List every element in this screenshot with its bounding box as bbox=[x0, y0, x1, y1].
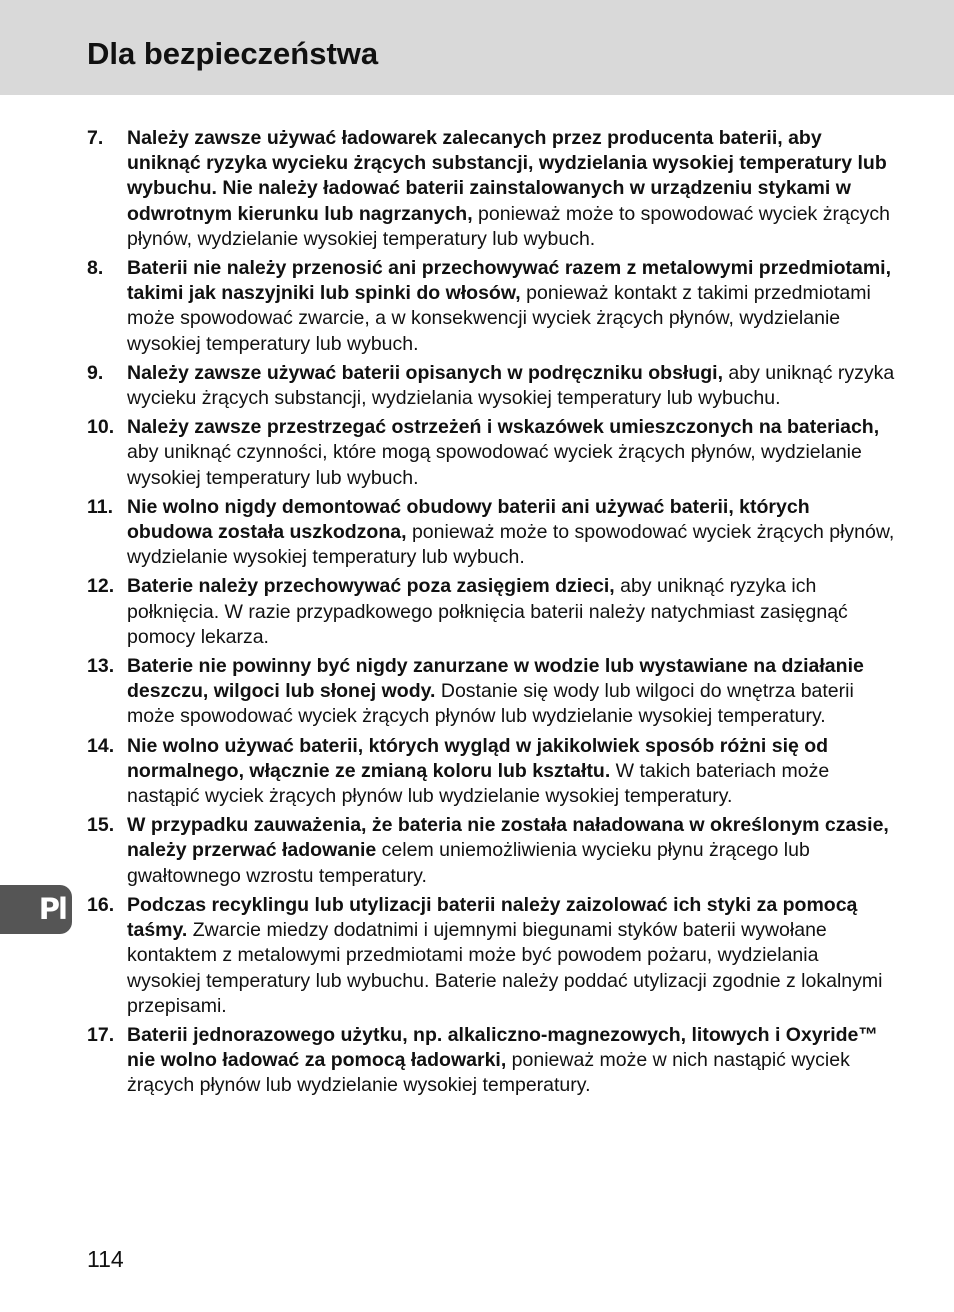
list-item bbox=[87, 256, 897, 357]
item-text bbox=[127, 734, 897, 810]
list-item bbox=[87, 734, 897, 810]
item-bold-text: Podczas recyklingu lub utylizacji baterii należy zaizolować ich styki za pomocą taśmy. bbox=[127, 893, 858, 942]
item-bold-text: Należy zawsze używać ładowarek zalecanych przez producenta baterii, aby uniknąć ryzyka wycieku żrących substancji, wydzielania wysokiej temperatury lub wybuchu. Nie należy ładować baterii zainstalowanych w urządzeniu stykami w odwrotnym kierunku lub nagrzanych, bbox=[127, 127, 887, 225]
item-number: 11. bbox=[87, 495, 114, 518]
item-bold-text: Baterii nie należy przenosić ani przechowywać razem z metalowymi przedmiotami, takimi jak naszyjniki lub spinki do włosów, bbox=[127, 257, 891, 305]
item-normal-text: ponieważ może to spowodować wyciek żrących płynów, wydzielanie wysokiej temperatury lub wybuch. bbox=[127, 521, 895, 569]
list-item bbox=[87, 893, 897, 1019]
item-text bbox=[127, 126, 897, 252]
item-text bbox=[127, 813, 897, 889]
language-tab bbox=[0, 885, 72, 934]
item-text bbox=[127, 361, 897, 411]
list-item bbox=[87, 495, 897, 571]
item-number: 15. bbox=[87, 814, 115, 837]
list-item bbox=[87, 574, 897, 650]
item-text bbox=[127, 893, 897, 1019]
list-item bbox=[87, 126, 897, 252]
item-bold-text: Baterie należy przechowywać poza zasięgiem dzieci, bbox=[127, 575, 615, 598]
item-number: 7. bbox=[87, 127, 104, 149]
item-number: 14. bbox=[87, 734, 115, 757]
item-text bbox=[127, 415, 897, 491]
item-bold-text: Nie wolno używać baterii, których wygląd w jakikolwiek sposób różni się od normalnego, włącznie ze zmianą koloru lub kształtu. bbox=[127, 734, 829, 782]
item-normal-text: celem uniemożliwienia wycieku płynu żrącego lub gwałtownego wzrostu temperatury. bbox=[127, 839, 810, 887]
item-bold-text: Należy zawsze przestrzegać ostrzeżeń i wskazówek umieszczonych na bateriach, bbox=[127, 416, 880, 439]
item-number: 16. bbox=[87, 893, 115, 916]
item-number: 12. bbox=[87, 575, 115, 598]
item-normal-text: aby uniknąć ryzyka wycieku żrących substancji, wydzielania wysokiej temperatury lub wybuchu. bbox=[127, 361, 895, 410]
item-number: 10. bbox=[87, 416, 115, 439]
item-normal-text: ponieważ kontakt z takimi przedmiotami może spowodować zwarcie, a w konsekwencji wyciek żrących płynów, wydzielanie wysokiej temperatury lub wybuch. bbox=[127, 282, 871, 355]
item-number: 13. bbox=[87, 655, 115, 678]
item-normal-text: aby uniknąć ryzyka ich połknięcia. W razie przypadkowego połknięcia baterii należy natychmiast zasięgnąć pomocy lekarza. bbox=[127, 575, 848, 648]
list-item bbox=[87, 361, 897, 411]
item-bold-text: Należy zawsze używać baterii opisanych w podręczniku obsługi, bbox=[127, 361, 723, 384]
list-item bbox=[87, 1023, 897, 1099]
item-text bbox=[127, 256, 897, 357]
item-number: 9. bbox=[87, 361, 104, 384]
list-item bbox=[87, 813, 897, 889]
list-item bbox=[87, 654, 897, 730]
safety-list bbox=[87, 126, 897, 1103]
page-title: Dla bezpieczeństwa bbox=[87, 36, 379, 71]
item-number: 8. bbox=[87, 257, 104, 280]
item-text bbox=[127, 1023, 897, 1099]
item-text bbox=[127, 654, 897, 730]
item-text bbox=[127, 495, 897, 571]
item-bold-text: Baterii jednorazowego użytku, np. alkaliczno-magnezowych, litowych i Oxyride™ nie wolno ładować za pomocą ładowarki, bbox=[127, 1023, 878, 1072]
item-bold-text: W przypadku zauważenia, że bateria nie została naładowana w określonym czasie, należy przerwać ładowanie bbox=[127, 814, 889, 862]
page-number: 114 bbox=[87, 1246, 124, 1272]
item-normal-text: Zwarcie miedzy dodatnimi i ujemnymi biegunami styków baterii wywołane kontaktem z metalowymi przedmiotami może być powodem pożaru, wydzielania wysokiej temperatury lub wybuchu. Baterie należy poddać utylizacji zgodnie z lokalnymi przepisami. bbox=[127, 919, 883, 1017]
item-bold-text: Baterie nie powinny być nigdy zanurzane w wodzie lub wystawiane na działanie deszczu, wilgoci lub słonej wody. bbox=[127, 655, 864, 703]
item-text bbox=[127, 574, 897, 650]
item-normal-text: ponieważ może w nich nastąpić wyciek żrących płynów lub wydzielanie wysokiej temperatury. bbox=[127, 1049, 850, 1097]
item-bold-text: Nie wolno nigdy demontować obudowy baterii ani używać baterii, których obudowa została uszkodzona, bbox=[127, 495, 810, 544]
item-normal-text: W takich bateriach może nastąpić wyciek żrących płynów lub wydzielanie wysokiej temperatury. bbox=[127, 759, 830, 808]
item-number: 17. bbox=[87, 1023, 115, 1046]
item-normal-text: ponieważ może to spowodować wyciek żrących płynów, wydzielanie wysokiej temperatury lub wybuch. bbox=[127, 202, 890, 250]
language-tab-label: Pl bbox=[38, 892, 66, 926]
item-normal-text: aby uniknąć czynności, które mogą spowodować wyciek żrących płynów, wydzielanie wysokiej temperatury lub wybuch. bbox=[127, 441, 862, 489]
item-normal-text: Dostanie się wody lub wilgoci do wnętrza baterii może spowodować wyciek żrących płynów lub wydzielanie wysokiej temperatury. bbox=[127, 680, 854, 728]
list-item bbox=[87, 415, 897, 491]
page-header bbox=[0, 0, 954, 95]
